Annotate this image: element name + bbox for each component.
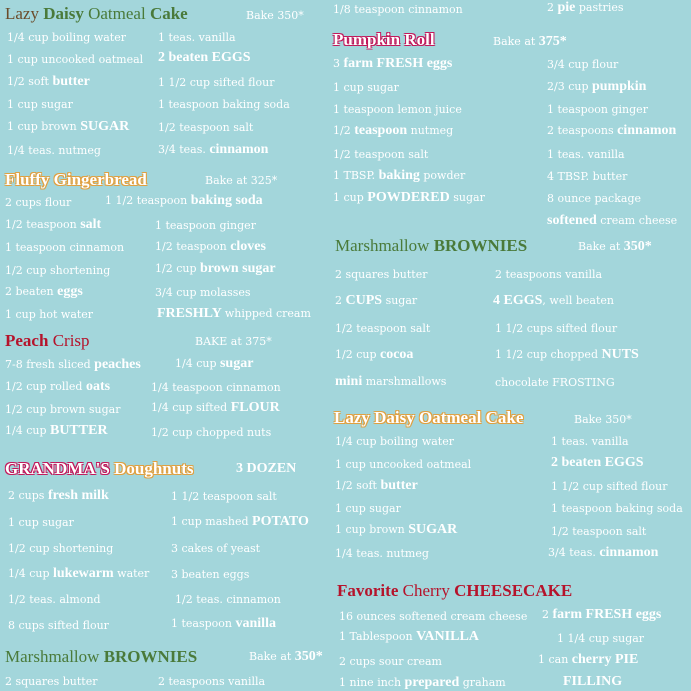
- ingredient: 1 cup sugar: [7, 98, 73, 111]
- ingredient: 1/2 cup brown sugar: [155, 261, 276, 276]
- ingredient: 1 teaspoon lemon juice: [333, 103, 462, 116]
- ingredient: 1 cup mashed POTATO: [171, 514, 309, 529]
- ingredient: 2 beaten EGGS: [158, 50, 251, 65]
- bake-temp: Bake at 325*: [205, 174, 278, 187]
- ingredient: chocolate FROSTING: [495, 376, 615, 389]
- ingredient: 1/2 teaspoon salt: [551, 525, 647, 538]
- ingredient: 1 cup uncooked oatmeal: [335, 458, 472, 471]
- ingredient: 1 TBSP. baking powder: [333, 168, 466, 183]
- ingredient: 1 cup sugar: [333, 81, 399, 94]
- ingredient: 7-8 fresh sliced peaches: [5, 357, 141, 372]
- ingredient: 1 cup sugar: [335, 502, 401, 515]
- ingredient: 1 cup brown SUGAR: [335, 522, 458, 537]
- ingredient: 4 EGGS, well beaten: [493, 293, 614, 308]
- ingredient: 1 1/2 cup sifted flour: [158, 76, 275, 89]
- peach-crisp-title: Peach Crisp: [5, 331, 90, 350]
- ingredient: 1/2 soft butter: [335, 478, 418, 493]
- ingredient: 1 teaspoon baking soda: [551, 502, 683, 515]
- ingredient: 1 1/2 cup chopped NUTS: [495, 347, 639, 362]
- ingredient: 2 CUPS sugar: [335, 293, 418, 308]
- ingredient: 3/4 cup molasses: [155, 286, 251, 299]
- ingredient: 2 farm FRESH eggs: [542, 607, 662, 622]
- ingredient: 3/4 teas. cinnamon: [158, 142, 269, 157]
- ingredient: 1/2 teaspoon salt: [158, 121, 254, 134]
- ingredient: 1/2 teas. cinnamon: [175, 593, 281, 606]
- ingredient: 1/2 teas. almond: [8, 593, 101, 606]
- ingredient: 1 1/2 teaspoon salt: [171, 490, 277, 503]
- yield: 3 DOZEN: [236, 461, 297, 476]
- ingredient: 2/3 cup pumpkin: [547, 79, 647, 94]
- ingredient: 1/2 cup cocoa: [335, 347, 414, 362]
- ingredient: 2 beaten eggs: [5, 284, 83, 299]
- ingredient: 1 cup POWDERED sugar: [333, 190, 485, 205]
- bake-temp: Bake at 350*: [578, 239, 652, 254]
- ingredient: 1/2 cup brown sugar: [5, 403, 121, 416]
- ingredient: 2 squares butter: [335, 268, 428, 281]
- ingredient: 1 teas. vanilla: [551, 435, 629, 448]
- ingredient: 1/2 soft butter: [7, 74, 90, 89]
- ingredient: 2 teaspoons vanilla: [158, 675, 266, 688]
- ingredient: 1 1/2 cups sifted flour: [495, 322, 618, 335]
- ingredient: 3 beaten eggs: [171, 568, 250, 581]
- bake-temp: Bake at 375*: [493, 34, 567, 49]
- ingredient: 8 ounce package: [547, 192, 641, 205]
- ingredient: 1 cup hot water: [5, 308, 94, 321]
- bake-temp: Bake 350*: [574, 413, 632, 426]
- ingredient: 1/2 cup shortening: [8, 542, 114, 555]
- ingredient: 1/4 cup lukewarm water: [8, 566, 150, 581]
- ingredient: softened cream cheese: [547, 213, 678, 228]
- pumpkin-roll-title: Pumpkin Roll: [333, 30, 435, 49]
- ingredient: 1/4 cup sugar: [175, 356, 254, 371]
- ingredient: 1/2 teaspoon nutmeg: [333, 123, 454, 138]
- ingredient: 8 cups sifted flour: [8, 619, 109, 632]
- ingredient: 1/4 teas. nutmeg: [335, 547, 429, 560]
- ingredient: 2 teaspoons cinnamon: [547, 123, 677, 138]
- brownies-title-2: Marshmallow BROWNIES: [335, 236, 528, 255]
- ingredient: 1 1/2 teaspoon baking soda: [105, 193, 263, 208]
- ingredient: 1 teaspoon baking soda: [158, 98, 290, 111]
- ingredient: 2 beaten EGGS: [551, 455, 644, 470]
- ingredient: FRESHLY whipped cream: [157, 306, 311, 321]
- ingredient: 16 ounces softened cream cheese: [339, 610, 528, 623]
- bake-temp: BAKE at 375*: [195, 335, 272, 348]
- ingredient: 3 farm FRESH eggs: [333, 56, 453, 71]
- ingredient: 1 can cherry PIE: [538, 652, 639, 667]
- ingredient: 2 squares butter: [5, 675, 98, 688]
- ingredient: 1/4 cup boiling water: [7, 31, 126, 44]
- ingredient: 1/4 teaspoon cinnamon: [151, 381, 281, 394]
- ingredient: 4 TBSP. butter: [547, 170, 628, 183]
- ingredient: 1 teas. vanilla: [158, 31, 236, 44]
- ingredient: 1 teas. vanilla: [547, 148, 625, 161]
- ingredient: 3 cakes of yeast: [171, 542, 261, 555]
- ingredient: 1 cup brown SUGAR: [7, 119, 130, 134]
- ingredient: 1 1/4 cup sugar: [557, 632, 645, 645]
- ingredient: 1 1/2 cup sifted flour: [551, 480, 668, 493]
- ingredient: 3/4 cup flour: [547, 58, 619, 71]
- ingredient: 1/2 cup rolled oats: [5, 379, 111, 394]
- ingredient: 1/4 cup boiling water: [335, 435, 454, 448]
- ingredient: 1/2 cup shortening: [5, 264, 111, 277]
- ingredient: 1/2 teaspoon salt: [5, 217, 102, 232]
- ingredient: 1 cup sugar: [8, 516, 74, 529]
- ingredient: 1 teaspoon ginger: [155, 219, 256, 232]
- ingredient: 2 cups flour: [5, 196, 72, 209]
- ingredient: 2 cups fresh milk: [8, 488, 109, 503]
- bake-temp: Bake 350*: [246, 9, 304, 22]
- ingredient: 1 teaspoon vanilla: [171, 616, 276, 631]
- ingredient: 1 cup uncooked oatmeal: [7, 53, 144, 66]
- cheesecake-title: Favorite Cherry CHEESECAKE: [337, 581, 573, 600]
- ingredient: FILLING: [563, 674, 623, 689]
- ingredient: 1/4 cup sifted FLOUR: [151, 400, 280, 415]
- ingredient: 1/2 cup chopped nuts: [151, 426, 272, 439]
- gingerbread-title: Fluffy Gingerbread: [5, 170, 147, 189]
- ingredient: 1/4 cup BUTTER: [5, 423, 108, 438]
- ingredient: 1/8 teaspoon cinnamon: [333, 3, 463, 16]
- ingredient: 1 nine inch prepared graham: [339, 675, 506, 690]
- doughnuts-title: GRANDMA'S Doughnuts: [5, 459, 194, 478]
- ingredient: 1 Tablespoon VANILLA: [339, 629, 479, 644]
- ingredient: 1/2 teaspoon salt: [333, 148, 429, 161]
- brownies-title-1: Marshmallow BROWNIES: [5, 647, 198, 666]
- lazy-daisy-title-2: Lazy Daisy Oatmeal Cake: [334, 408, 524, 427]
- ingredient: 1/2 teaspoon cloves: [155, 239, 266, 254]
- ingredient: 3/4 teas. cinnamon: [548, 545, 659, 560]
- ingredient: 2 teaspoons vanilla: [495, 268, 603, 281]
- ingredient: 1 teaspoon cinnamon: [5, 241, 125, 254]
- ingredient: mini marshmallows: [335, 374, 447, 389]
- ingredient: 2 cups sour cream: [339, 655, 442, 668]
- bake-temp: Bake at 350*: [249, 649, 323, 664]
- ingredient: 1/2 teaspoon salt: [335, 322, 431, 335]
- ingredient: 1/4 teas. nutmeg: [7, 144, 101, 157]
- lazy-daisy-title-1: Lazy Daisy Oatmeal Cake: [5, 4, 188, 23]
- ingredient: 1 teaspoon ginger: [547, 103, 648, 116]
- ingredient: 2 pie pastries: [547, 0, 624, 15]
